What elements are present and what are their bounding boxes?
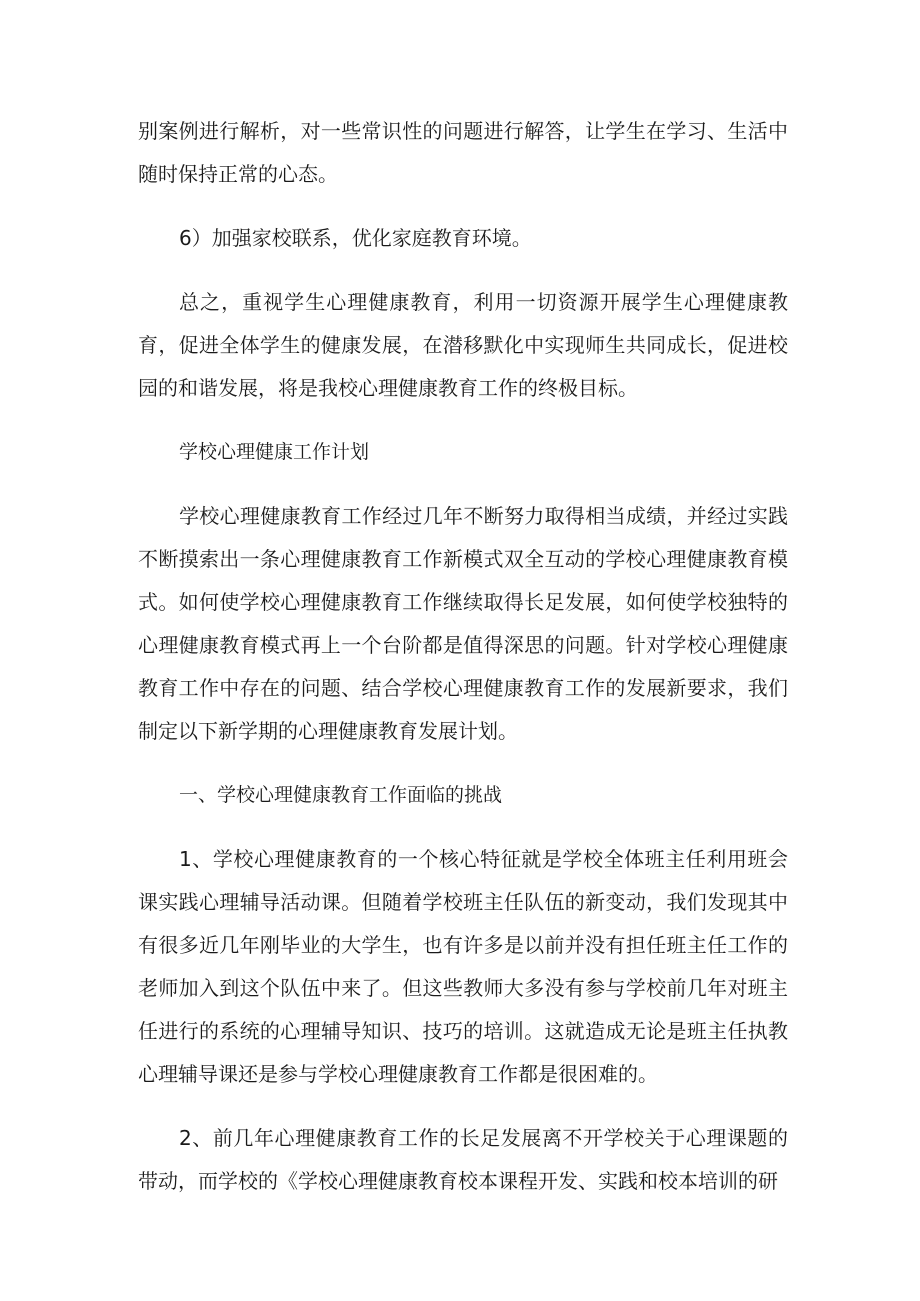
paragraph-point-1: 1、学校心理健康教育的一个核心特征就是学校全体班主任利用班会课实践心理辅导活动课。但随着学校班主任队伍的新变动，我们发现其中有很多近几年刚毕业的大学生，也有许多是以前并没有担任班主任工作的老师加入到这个队伍中来了。但这些教师大多没有参与学校前几年对班主任进行的系统的心理辅导知识、技巧的培训。这就造成无论是班主任执教心理辅导课还是参与学校心理健康教育工作都是很困难的。 bbox=[138, 847, 788, 1086]
paragraph-continuation: 别案例进行解析，对一些常识性的问题进行解答，让学生在学习、生活中随时保持正常的心态。 bbox=[138, 119, 788, 186]
section-title: 学校心理健康工作计划 bbox=[179, 441, 370, 463]
paragraph-item-6: 6）加强家校联系，优化家庭教育环境。 bbox=[179, 226, 532, 250]
paragraph-point-2: 2、前几年心理健康教育工作的长足发展离不开学校关于心理课题的带动，而学校的《学校心理健康教育校本课程开发、实践和校本培训的研 bbox=[138, 1126, 788, 1193]
section-heading-challenges: 一、学校心理健康教育工作面临的挑战 bbox=[179, 784, 503, 806]
paragraph-conclusion: 总之，重视学生心理健康教育，利用一切资源开展学生心理健康教育，促进全体学生的健康发展，在潜移默化中实现师生共同成长，促进校园的和谐发展，将是我校心理健康教育工作的终极目标。 bbox=[138, 290, 788, 400]
paragraph-intro: 学校心理健康教育工作经过几年不断努力取得相当成绩，并经过实践不断摸索出一条心理健康教育工作新模式双全互动的学校心理健康教育模式。如何使学校心理健康教育工作继续取得长足发展，如何使学校独特的心理健康教育模式再上一个台阶都是值得深思的问题。针对学校心理健康教育工作中存在的问题、结合学校心理健康教育工作的发展新要求，我们制定以下新学期的心理健康教育发展计划。 bbox=[138, 504, 788, 743]
document-body bbox=[138, 110, 788, 1224]
